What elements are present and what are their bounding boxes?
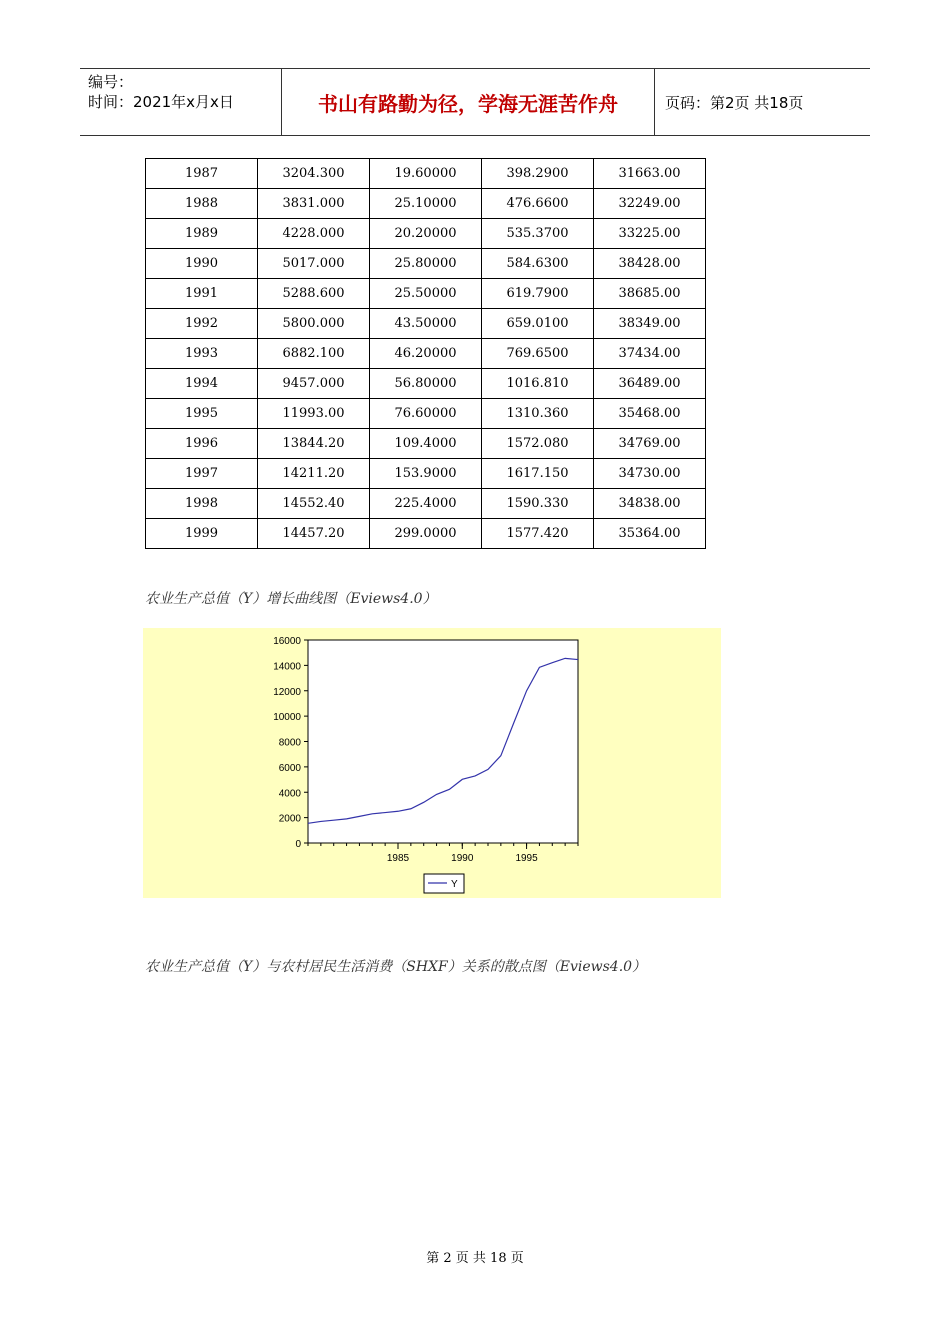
- table-cell: 1987: [146, 159, 258, 189]
- table-cell: 1996: [146, 429, 258, 459]
- y-tick-label: 4000: [278, 788, 301, 800]
- table-cell: 1988: [146, 189, 258, 219]
- table-cell: 31663.00: [594, 159, 706, 189]
- legend-label: Y: [451, 879, 458, 890]
- table-cell: 13844.20: [258, 429, 370, 459]
- x-tick-label: 1995: [515, 853, 538, 864]
- table-row: [146, 399, 706, 429]
- table-cell: 5288.600: [258, 279, 370, 309]
- table-cell: 25.10000: [370, 189, 482, 219]
- table-cell: 769.6500: [482, 339, 594, 369]
- number-label: 编号：: [88, 73, 134, 91]
- y-tick-label: 0: [295, 839, 301, 850]
- y-tick-label: 8000: [278, 737, 301, 749]
- table-cell: 32249.00: [594, 189, 706, 219]
- table-cell: 476.6600: [482, 189, 594, 219]
- table-cell: 659.0100: [482, 309, 594, 339]
- table-cell: 1997: [146, 459, 258, 489]
- table-cell: 1994: [146, 369, 258, 399]
- table-cell: 1572.080: [482, 429, 594, 459]
- table-cell: 34838.00: [594, 489, 706, 519]
- table-cell: 1991: [146, 279, 258, 309]
- table-cell: 398.2900: [482, 159, 594, 189]
- line-chart: [143, 628, 721, 898]
- y-tick-label: 2000: [278, 813, 301, 825]
- table-cell: 1990: [146, 249, 258, 279]
- table-cell: 5800.000: [258, 309, 370, 339]
- table-cell: 1989: [146, 219, 258, 249]
- table-cell: 38349.00: [594, 309, 706, 339]
- table-cell: 109.4000: [370, 429, 482, 459]
- table-cell: 14457.20: [258, 519, 370, 549]
- table-cell: 153.9000: [370, 459, 482, 489]
- table-cell: 14211.20: [258, 459, 370, 489]
- table-row: [146, 249, 706, 279]
- table-cell: 34769.00: [594, 429, 706, 459]
- table-cell: 9457.000: [258, 369, 370, 399]
- y-tick-label: 10000: [273, 712, 301, 724]
- table-cell: 299.0000: [370, 519, 482, 549]
- table-row: [146, 489, 706, 519]
- table-row: [146, 189, 706, 219]
- table-cell: 1310.360: [482, 399, 594, 429]
- table-row: [146, 219, 706, 249]
- x-tick-label: 1985: [386, 853, 410, 864]
- table-cell: 3831.000: [258, 189, 370, 219]
- table-cell: 35468.00: [594, 399, 706, 429]
- table-cell: 33225.00: [594, 219, 706, 249]
- chart-panel: [143, 628, 721, 898]
- table-cell: 25.80000: [370, 249, 482, 279]
- page-footer: 第 2 页 共 18 页: [426, 1251, 524, 1266]
- table-row: [146, 459, 706, 489]
- scatter-caption: 农业生产总值（Y）与农村居民生活消费（SHXF）关系的散点图（Eviews4.0）: [145, 959, 647, 975]
- header-motto: 书山有路勤为径，学海无涯苦作舟: [282, 69, 655, 135]
- table-row: [146, 339, 706, 369]
- table-cell: 46.20000: [370, 339, 482, 369]
- table-row: [146, 309, 706, 339]
- header-meta: [80, 69, 282, 135]
- table-cell: 38428.00: [594, 249, 706, 279]
- page-indicator: 页码：第2页 共18页: [665, 93, 804, 112]
- y-tick-label: 14000: [273, 661, 301, 673]
- chart-caption: 农业生产总值（Y）增长曲线图（Eviews4.0）: [145, 591, 437, 607]
- table-cell: 1993: [146, 339, 258, 369]
- table-row: [146, 429, 706, 459]
- table-cell: 5017.000: [258, 249, 370, 279]
- table-cell: 36489.00: [594, 369, 706, 399]
- table-cell: 1998: [146, 489, 258, 519]
- table-cell: 34730.00: [594, 459, 706, 489]
- table-cell: 20.20000: [370, 219, 482, 249]
- table-cell: 35364.00: [594, 519, 706, 549]
- x-tick-label: 1990: [451, 853, 474, 864]
- table-cell: 1617.150: [482, 459, 594, 489]
- table-cell: 584.6300: [482, 249, 594, 279]
- table-cell: 1999: [146, 519, 258, 549]
- table-cell: 14552.40: [258, 489, 370, 519]
- table-cell: 4228.000: [258, 219, 370, 249]
- table-cell: 535.3700: [482, 219, 594, 249]
- table-row: [146, 519, 706, 549]
- table-cell: 3204.300: [258, 159, 370, 189]
- table-cell: 76.60000: [370, 399, 482, 429]
- y-tick-label: 16000: [273, 636, 301, 647]
- table-row: [146, 279, 706, 309]
- page-header: [80, 68, 870, 136]
- table-cell: 56.80000: [370, 369, 482, 399]
- table-cell: 619.7900: [482, 279, 594, 309]
- table-cell: 38685.00: [594, 279, 706, 309]
- y-tick-label: 12000: [273, 686, 301, 698]
- table-row: [146, 159, 706, 189]
- y-tick-label: 6000: [278, 762, 301, 774]
- table-cell: 225.4000: [370, 489, 482, 519]
- table-cell: 19.60000: [370, 159, 482, 189]
- table-cell: 11993.00: [258, 399, 370, 429]
- data-table: [145, 158, 706, 549]
- table-cell: 1577.420: [482, 519, 594, 549]
- table-cell: 1590.330: [482, 489, 594, 519]
- table-cell: 43.50000: [370, 309, 482, 339]
- table-cell: 1992: [146, 309, 258, 339]
- table-cell: 1995: [146, 399, 258, 429]
- table-cell: 37434.00: [594, 339, 706, 369]
- table-cell: 25.50000: [370, 279, 482, 309]
- table-cell: 6882.100: [258, 339, 370, 369]
- time-label: 时间：2021年x月x日: [88, 93, 234, 111]
- table-row: [146, 369, 706, 399]
- table-cell: 1016.810: [482, 369, 594, 399]
